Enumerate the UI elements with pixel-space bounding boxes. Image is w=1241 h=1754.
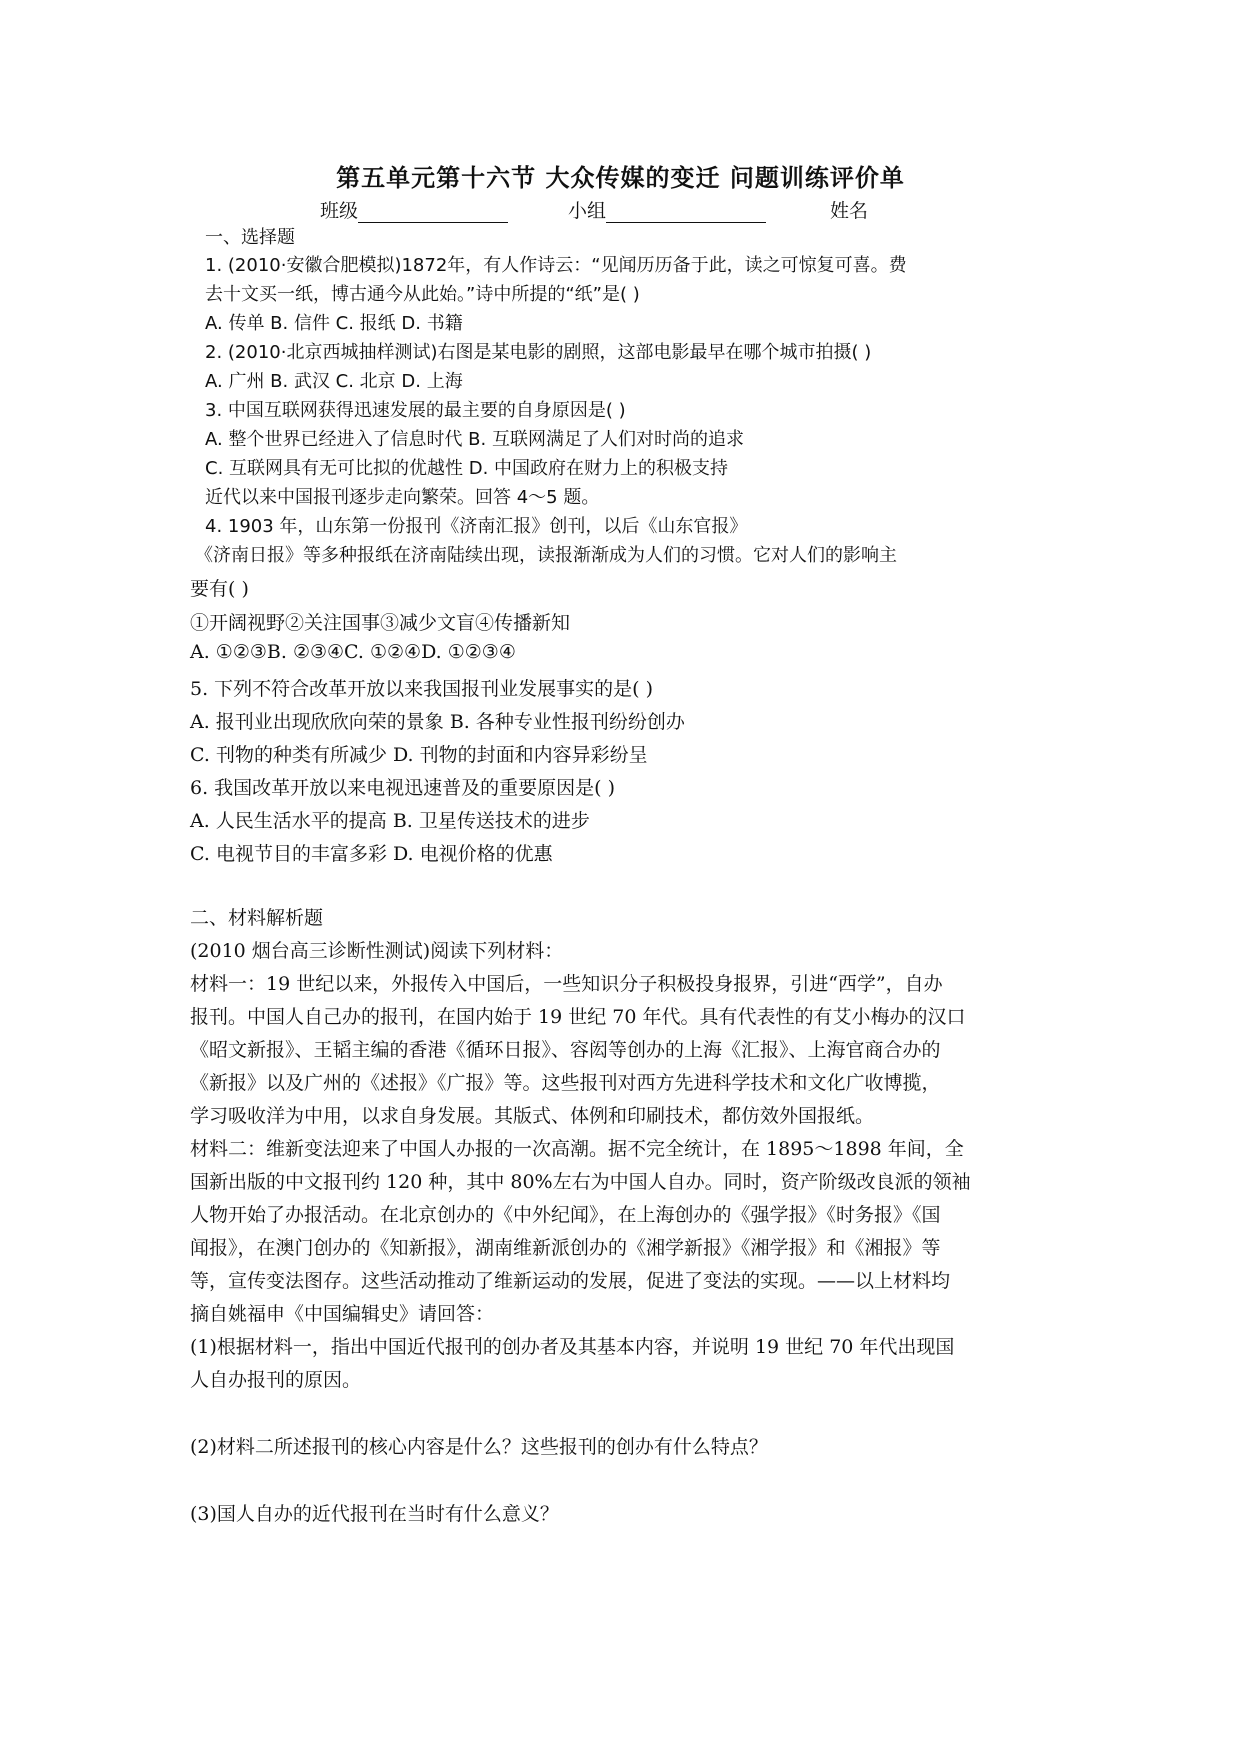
material-line: 等，宣传变法图存。这些活动推动了维新运动的发展，促进了变法的实现。——以上材料均 [190,1270,951,1292]
material-line: 材料二：维新变法迎来了中国人办报的一次高潮。据不完全统计，在 1895～1898 年间，全 [190,1138,964,1160]
question-line: 近代以来中国报刊逐步走向繁荣。回答 4～5 题。 [205,487,600,508]
group-label: 小组 [568,200,607,222]
question-line: ①开阔视野②关注国事③减少文盲④传播新知 [190,612,571,634]
option-line: A. 整个世界已经进入了信息时代 B. 互联网满足了人们对时尚的追求 [205,429,744,450]
material-line: 摘自姚福申《中国编辑史》请回答： [190,1303,495,1325]
sub-question: (2)材料二所述报刊的核心内容是什么？这些报刊的创办有什么特点？ [190,1436,768,1458]
page-title: 第五单元第十六节 大众传媒的变迁 问题训练评价单 [336,164,905,192]
material-line: 闻报》，在澳门创办的《知新报》，湖南维新派创办的《湘学新报》《湘学报》和《湘报》等 [190,1237,941,1259]
question-line: 2. (2010·北京西城抽样测试)右图是某电影的剧照，这部电影最早在哪个城市拍摄( ) [205,342,872,363]
section-heading-choice: 一、选择题 [205,227,295,248]
material-line: 学习吸收洋为中用，以求自身发展。其版式、体例和印刷技术，都仿效外国报纸。 [190,1105,875,1127]
class-field [320,196,508,223]
material-line: 人物开始了办报活动。在北京创办的《中外纪闻》，在上海创办的《强学报》《时务报》《国 [190,1204,941,1226]
name-label: 姓名 [830,200,869,222]
sub-question: (3)国人自办的近代报刊在当时有什么意义？ [190,1503,559,1525]
question-line: 《济南日报》等多种报纸在济南陆续出现，读报渐渐成为人们的习惯。它对人们的影响主 [195,545,897,566]
option-line: C. 刊物的种类有所减少 D. 刊物的封面和内容异彩纷呈 [190,744,648,766]
group-blank [606,202,766,223]
material-line: 《新报》以及广州的《述报》《广报》等。这些报刊对西方先进科学技术和文化广收博揽， [190,1072,941,1094]
question-line: 去十文买一纸，博古通今从此始。”诗中所提的“纸”是( ) [205,284,640,305]
option-line: A. 广州 B. 武汉 C. 北京 D. 上海 [205,371,463,392]
question-line: 4. 1903 年，山东第一份报刊《济南汇报》创刊，以后《山东官报》 [205,516,748,537]
class-label: 班级 [320,200,359,222]
sub-question: 人自办报刊的原因。 [190,1369,362,1391]
option-line: A. ①②③B. ②③④C. ①②④D. ①②③④ [190,641,516,663]
question-line: 6. 我国改革开放以来电视迅速普及的重要原因是( ) [190,777,616,799]
material-line: 材料一：19 世纪以来，外报传入中国后，一些知识分子积极投身报界，引进“西学”，自办 [190,973,943,995]
name-field [830,196,868,223]
class-blank [358,202,508,223]
material-line: 国新出版的中文报刊约 120 种，其中 80%左右为中国人自办。同时，资产阶级改良派的领袖 [190,1171,971,1193]
option-line: C. 电视节目的丰富多彩 D. 电视价格的优惠 [190,843,553,865]
sub-question: (1)根据材料一，指出中国近代报刊的创办者及其基本内容，并说明 19 世纪 70 年代出现国 [190,1336,955,1358]
option-line: A. 报刊业出现欣欣向荣的景象 B. 各种专业性报刊纷纷创办 [190,711,685,733]
question-line: 5. 下列不符合改革开放以来我国报刊业发展事实的是( ) [190,678,654,700]
group-field [568,196,766,223]
option-line: C. 互联网具有无可比拟的优越性 D. 中国政府在财力上的积极支持 [205,458,729,479]
material-line: 《昭文新报》、王韬主编的香港《循环日报》、容闳等创办的上海《汇报》、上海官商合办的 [190,1039,941,1061]
question-line: 1. (2010·安徽合肥模拟)1872年，有人作诗云：“见闻历历备于此，读之可惊复可喜。费 [205,255,907,276]
question-line: 要有( ) [190,578,249,600]
option-line: A. 传单 B. 信件 C. 报纸 D. 书籍 [205,313,463,334]
material-line: 报刊。中国人自己办的报刊，在国内始于 19 世纪 70 年代。具有代表性的有艾小梅办的汉口 [190,1006,966,1028]
option-line: A. 人民生活水平的提高 B. 卫星传送技术的进步 [190,810,590,832]
section-heading-material: 二、材料解析题 [190,907,324,929]
material-line: (2010 烟台高三诊断性测试)阅读下列材料： [190,940,564,962]
question-line: 3. 中国互联网获得迅速发展的最主要的自身原因是( ) [205,400,626,421]
